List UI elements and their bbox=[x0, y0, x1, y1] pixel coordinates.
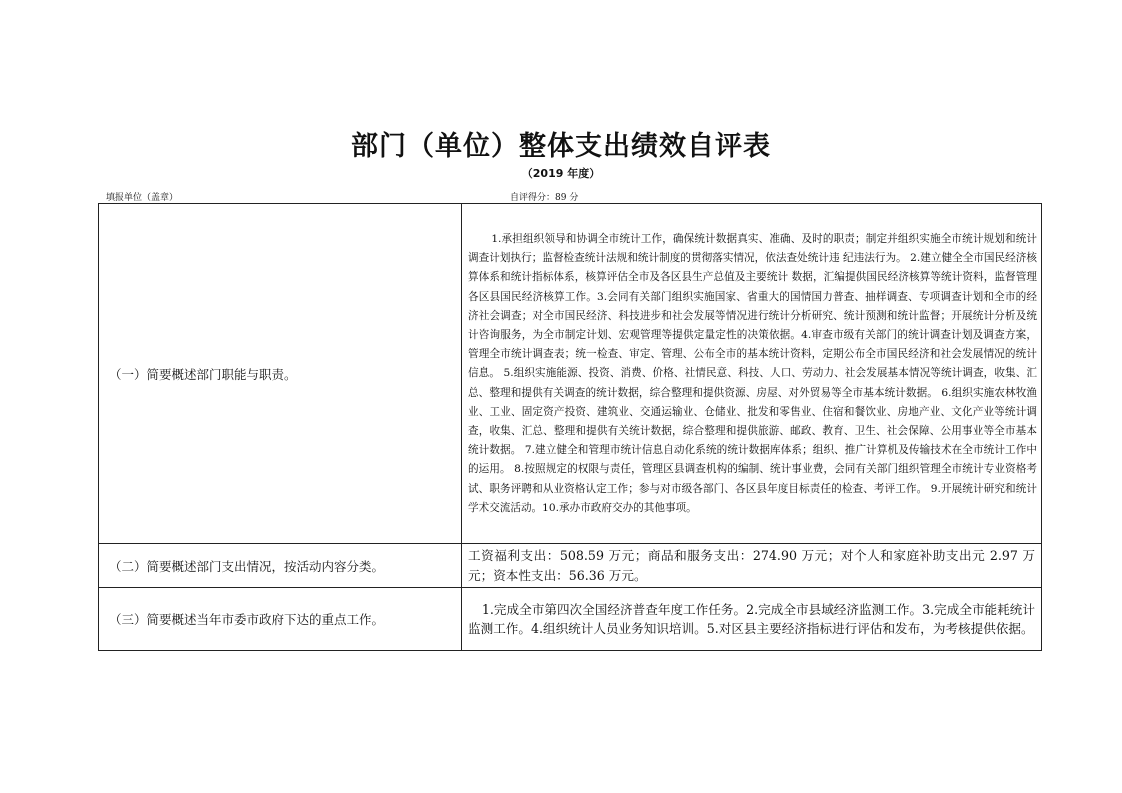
page-title: 部门（单位）整体支出绩效自评表 bbox=[351, 131, 771, 162]
row-label-expenditure: （二）简要概述部门支出情况，按活动内容分类。 bbox=[99, 544, 462, 588]
row-content-key-work: 1.完成全市第四次全国经济普查年度工作任务。2.完成全市县域经济监测工作。3.完成全市能耗统计监测工作。4.组织统计人员业务知识培训。5.对区县主要经济指标进行评估和发布，为考核提供依据。 bbox=[462, 588, 1042, 651]
filler-unit-label: 填报单位（盖章） bbox=[106, 193, 179, 203]
report-year: （2019 年度） bbox=[521, 167, 601, 180]
self-score-label: 自评得分：89 分 bbox=[510, 193, 579, 203]
row-content-functions: 1.承担组织领导和协调全市统计工作，确保统计数据真实、准确、及时的职责；制定并组织实施全市统计规划和统计调查计划执行；监督检查统计法规和统计制度的贯彻落实情况，依法查处统计违 纪违法行为。 2.建立健全全市国民经济核算体系和统计指标体系，核算评估全市及各区县生产总值及主要统计 数据，汇编提供国民经济核算等统计资料，监督管理各区县国民经济核算工作。3.会同有关部门组织实施国家、省重大的国情国力普查、抽样调查、专项调查计划和全市的经济社会调查；对全市国民经济、科技进步和社会发展等情况进行统计分析研究、统计预测和统计监督；开展统计分析及统计咨询服务，为全市制定计划、宏观管理等提供定量定性的决策依据。4.审查市级有关部门的统计调查计划及调查方案，管理全市统计调查表；统一检查、审定、管理、公布全市的基本统计资料，定期公布全市国民经济和社会发展情况的统计信息。 5.组织实施能源、投资、消费、价格、社情民意、科技、人口、劳动力、社会发展基本情况等统计调查，收集、汇总、整理和提供有关调查的统计数据，综合整理和提供资源、房屋、对外贸易等全市基本统计数据。 6.组织实施农林牧渔业、工业、固定资产投资、建筑业、交通运输业、仓储业、批发和零售业、住宿和餐饮业、房地产业、文化产业等统计调查，收集、汇总、整理和提供有关统计数据，综合整理和提供旅游、邮政、教育、卫生、社会保障、公用事业等全市基本统计数据。 7.建立健全和管理市统计信息自动化系统的统计数据库体系；组织、推广计算机及传输技术在全市统计工作中的运用。 8.按照规定的权限与责任，管理区县调查机构的编制、统计事业费，会同有关部门组织管理全市统计专业资格考试、职务评聘和从业资格认定工作；参与对市级各部门、各区县年度目标责任的检查、考评工作。 9.开展统计研究和统计学术交流活动。10.承办市政府交办的其他事项。 bbox=[462, 204, 1042, 544]
table-row bbox=[99, 544, 1042, 588]
row-label-functions: （一）简要概述部门职能与职责。 bbox=[99, 204, 462, 544]
row-content-expenditure: 工资福利支出：508.59 万元；商品和服务支出：274.90 万元；对个人和家庭补助支出元 2.97 万元；资本性支出：56.36 万元。 bbox=[462, 544, 1042, 588]
evaluation-table bbox=[98, 203, 1042, 651]
table-row bbox=[99, 204, 1042, 544]
row-label-key-work: （三）简要概述当年市委市政府下达的重点工作。 bbox=[99, 588, 462, 651]
table-row bbox=[99, 588, 1042, 651]
